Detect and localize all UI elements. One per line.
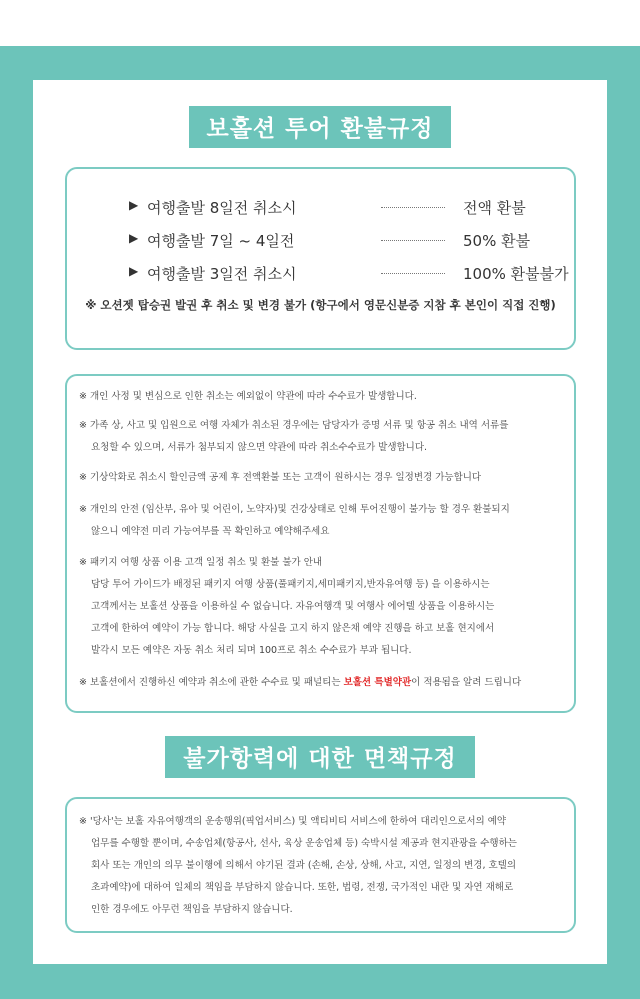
refund-row-label: 여행출발 3일전 취소시	[147, 265, 297, 283]
policy-note	[79, 415, 579, 459]
policy-line: 요청할 수 있으며, 서류가 첨부되지 않으면 약관에 따라 취소수수료가 발생합니다.	[91, 442, 428, 453]
policy-line: 담당 투어 가이드가 배정된 패키지 여행 상품(풀패키지,세미패키지,반자유여행 등) 을 이용하시는	[91, 579, 490, 590]
refund-row-value: 전액 환불	[463, 199, 526, 217]
policy-note	[79, 386, 579, 408]
refund-row	[129, 230, 569, 252]
disclaimer-line: 초과예약)에 대하여 일체의 책임을 부담하지 않습니다. 또한, 법령, 전쟁, 국가적인 내란 및 자연 재해로	[91, 882, 514, 893]
dotted-leader	[381, 207, 445, 208]
disclaimer-text	[79, 811, 579, 921]
policy-text: ※ 보홀션에서 진행하신 예약과 취소에 관한 수수료 및 패널티는	[79, 677, 344, 688]
refund-row	[129, 197, 569, 219]
policy-line: 고객에 한하여 예약이 가능 합니다. 해당 사실을 고지 하지 않은채 예약 진행을 하고 보홀 현지에서	[91, 623, 495, 634]
disclaimer-box	[65, 797, 576, 933]
disclaimer-line: 업무를 수행할 뿐이며, 수송업체(항공사, 선사, 육상 운송업체 등) 숙박시설 제공과 현지관광을 수행하는	[91, 838, 517, 849]
refund-row-value: 100% 환불불가	[463, 265, 569, 283]
triangle-bullet-icon: ▶	[129, 198, 139, 212]
special-terms-link[interactable]: 보홀션 특별약관	[343, 677, 412, 688]
disclaimer-line: 회사 또는 개인의 의무 불이행에 의해서 야기된 결과 (손해, 손상, 상해, 사고, 지연, 일정의 변경, 호텔의	[91, 860, 517, 871]
policy-line: 발각시 모든 예약은 자동 취소 처리 되며 100프로 취소 수수료가 부과 됩니다.	[91, 645, 412, 656]
policy-line: ※ 가족 상, 사고 및 입원으로 여행 자체가 취소된 경우에는 담당자가 증명 서류 및 항공 취소 내역 서류를	[79, 420, 509, 431]
disclaimer-line: ※ '당사'는 보홀 자유여행객의 운송행위(픽업서비스) 및 액티비티 서비스에 한하여 대리인으로서의 예약	[79, 816, 507, 827]
refund-policy-card	[33, 80, 607, 964]
triangle-bullet-icon: ▶	[129, 264, 139, 278]
policy-line: 고객께서는 보홀션 상품을 이용하실 수 없습니다. 자유여행객 및 여행사 에어텔 상품을 이용하시는	[91, 601, 495, 612]
policy-notes-box	[65, 374, 576, 713]
refund-row	[129, 263, 569, 285]
policy-note	[79, 552, 579, 662]
dotted-leader	[381, 240, 445, 241]
policy-line: 않으니 예약전 미리 가능여부를 꼭 확인하고 예약해주세요	[91, 526, 330, 537]
policy-line: ※ 개인의 안전 (임산부, 유아 및 어린이, 노약자)및 건강상태로 인해 투어진행이 불가능 할 경우 환불되지	[79, 504, 510, 515]
refund-title: 보홀션 투어 환불규정	[189, 106, 452, 148]
disclaimer-title: 불가항력에 대한 면책규정	[165, 736, 474, 778]
refund-row-label: 여행출발 7일 ~ 4일전	[147, 232, 295, 250]
refund-row-label: 여행출발 8일전 취소시	[147, 199, 297, 217]
policy-line: ※ 패키지 여행 상품 이용 고객 일정 취소 및 환불 불가 안내	[79, 557, 323, 568]
triangle-bullet-icon: ▶	[129, 231, 139, 245]
ferry-ticket-note: ※ 오션젯 탑승권 발권 후 취소 및 변경 불가 (항구에서 영문신분증 지참 후 본인이 직접 진행)	[85, 298, 556, 312]
refund-title-banner	[33, 106, 607, 148]
policy-line: ※ 기상악화로 취소시 할인금액 공제 후 전액환불 또는 고객이 원하시는 경우 일정변경 가능합니다	[79, 472, 482, 483]
policy-note	[79, 499, 579, 543]
disclaimer-title-banner	[33, 736, 607, 778]
dotted-leader	[381, 273, 445, 274]
policy-line: ※ 개인 사정 및 변심으로 인한 취소는 예외없이 약관에 따라 수수료가 발생합니다.	[79, 391, 417, 402]
disclaimer-line: 인한 경우에도 아무런 책임을 부담하지 않습니다.	[91, 904, 293, 915]
policy-note	[79, 672, 579, 694]
refund-row-value: 50% 환불	[463, 232, 531, 250]
policy-note	[79, 467, 579, 489]
policy-text: 이 적용됨을 알려 드립니다	[411, 677, 522, 688]
special-terms-line	[79, 672, 579, 694]
refund-rows-box	[65, 167, 576, 350]
